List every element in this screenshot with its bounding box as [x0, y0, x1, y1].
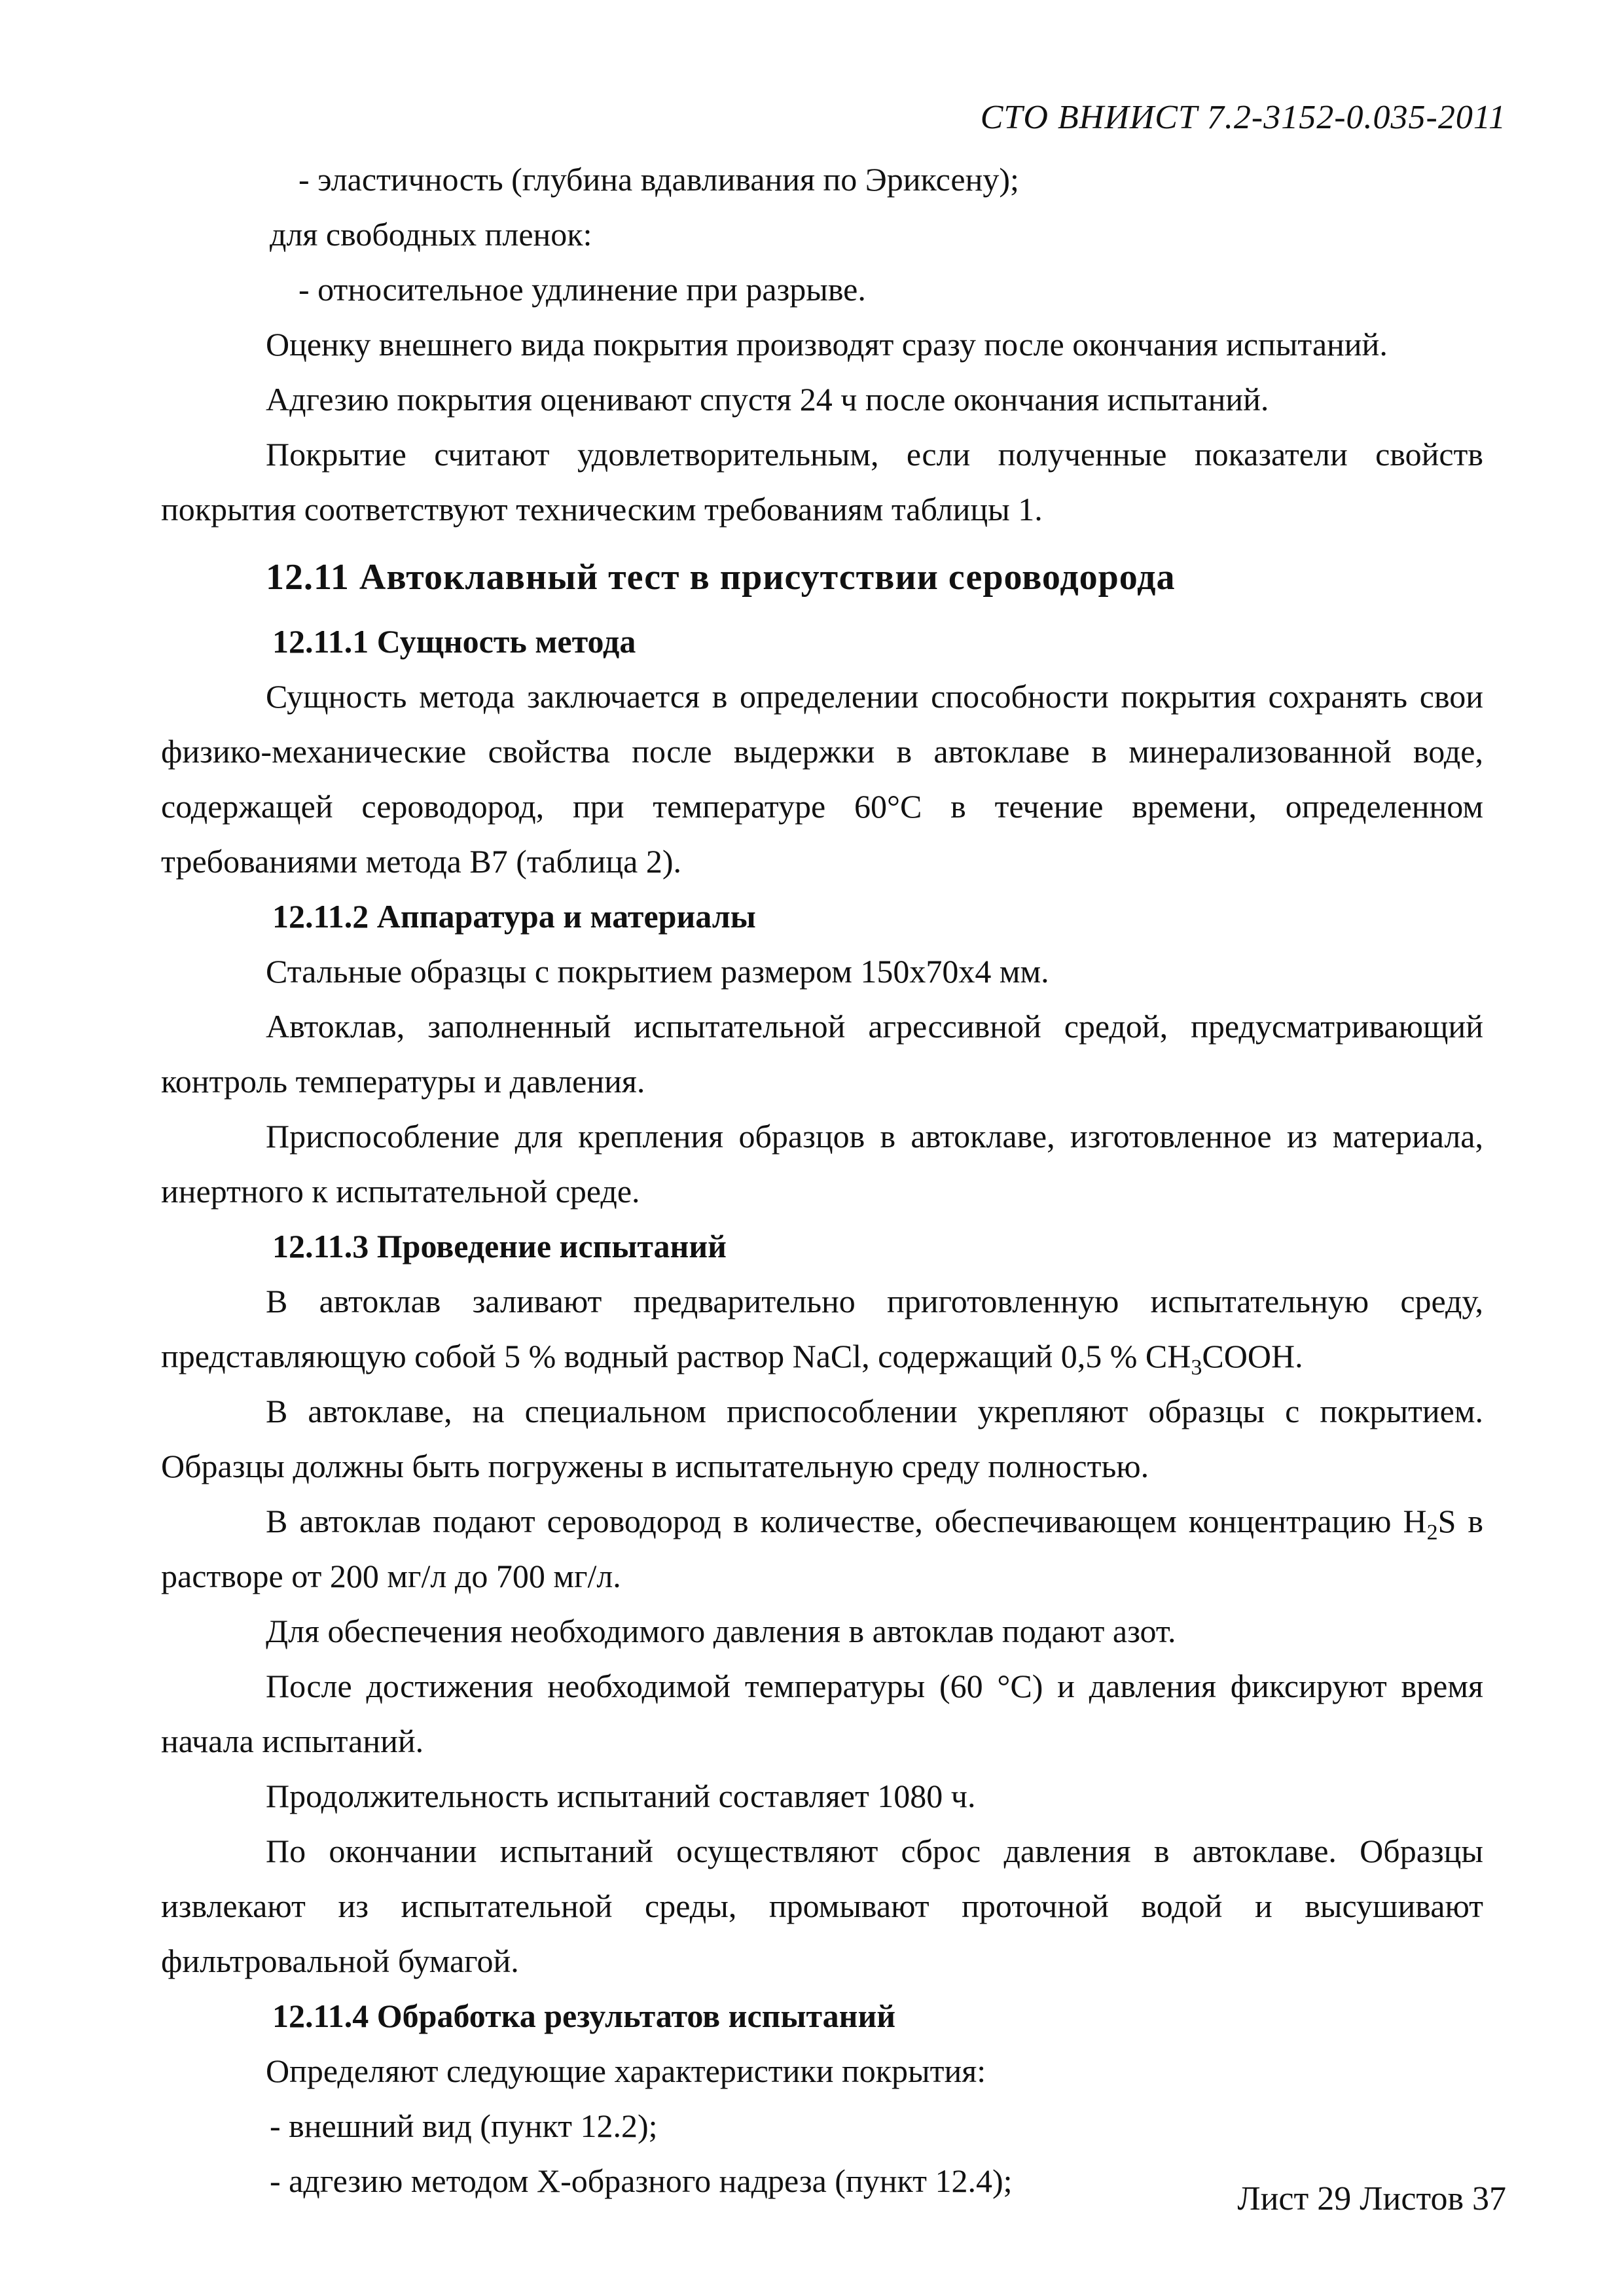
list-item-elasticity: - эластичность (глубина вдавливания по Эриксену); [298, 161, 1019, 198]
paragraph-duration: Продолжительность испытаний составляет 1080 ч. [266, 1778, 976, 1814]
paragraph-method-essence: Сущность метода заключается в определении способности покрытия сохранять свои физико-механические свойства после выдержки в автоклаве в минерализованной воде, содержащей сероводород, при температуре 60°С в течение времени, определенном требованиями метода В7 (таблица 2). [161, 678, 1483, 880]
paragraph-appearance: Оценку внешнего вида покрытия производят сразу после окончания испытаний. [266, 326, 1388, 363]
subsection-title-12-11-4: 12.11.4 Обработка результатов испытаний [272, 1998, 896, 2034]
paragraph-start-time: После достижения необходимой температуры (60 °С) и давления фиксируют время начала испытаний. [161, 1668, 1483, 1759]
paragraph-characteristics: Определяют следующие характеристики покрытия: [266, 2053, 986, 2089]
sheet-counter: Лист 29 Листов 37 [1237, 2180, 1506, 2217]
paragraph-autoclave: Автоклав, заполненный испытательной агрессивной средой, предусматривающий контроль температуры и давления. [161, 1008, 1483, 1100]
paragraph-fixture: Приспособление для крепления образцов в автоклаве, изготовленное из материала, инертного к испытательной среде. [161, 1118, 1483, 1210]
document-body [161, 152, 1483, 2208]
document-code-header: СТО ВНИИСТ 7.2-3152-0.035-2011 [980, 99, 1506, 136]
paragraph-samples: Стальные образцы с покрытием размером 150х70х4 мм. [266, 953, 1049, 990]
subsection-title-12-11-1: 12.11.1 Сущность метода [272, 623, 636, 660]
paragraph-satisfactory: Покрытие считают удовлетворительным, если полученные показатели свойств покрытия соответствуют техническим требованиям таблицы 1. [161, 436, 1483, 528]
list-item-adhesion-x-cut: - адгезию методом Х-образного надреза (пункт 12.4); [270, 2162, 1013, 2199]
free-films-label: для свободных пленок: [270, 216, 592, 253]
paragraph-nitrogen: Для обеспечения необходимого давления в автоклав подают азот. [266, 1613, 1176, 1649]
subsection-title-12-11-3: 12.11.3 Проведение испытаний [272, 1228, 727, 1265]
paragraph-mount-samples: В автоклаве, на специальном приспособлении укрепляют образцы с покрытием. Образцы должны быть погружены в испытательную среду полностью. [161, 1393, 1483, 1484]
paragraph-h2s-feed: В автоклав подают сероводород в количестве, обеспечивающем концентрацию $H_2S$ в растворе от 200 мг/л до 700 мг/л. [161, 1503, 1484, 1594]
paragraph-adhesion: Адгезию покрытия оценивают спустя 24 ч после окончания испытаний. [266, 381, 1269, 418]
paragraph-test-medium: В автоклав заливают предварительно приготовленную испытательную среду, представляющую собой 5 % водный раствор NaCl, содержащий 0,5 % $CH_3COOH$. [161, 1283, 1483, 1380]
subsection-title-12-11-2: 12.11.2 Аппаратура и материалы [272, 898, 756, 935]
section-title-12-11: 12.11 Автоклавный тест в присутствии сероводорода [266, 557, 1176, 598]
list-item-appearance: - внешний вид (пункт 12.2); [270, 2108, 658, 2144]
paragraph-completion: По окончании испытаний осуществляют сброс давления в автоклаве. Образцы извлекают из испытательной среды, промывают проточной водой и высушивают фильтровальной бумагой. [161, 1833, 1483, 1979]
list-item-elongation: - относительное удлинение при разрыве. [298, 271, 866, 308]
